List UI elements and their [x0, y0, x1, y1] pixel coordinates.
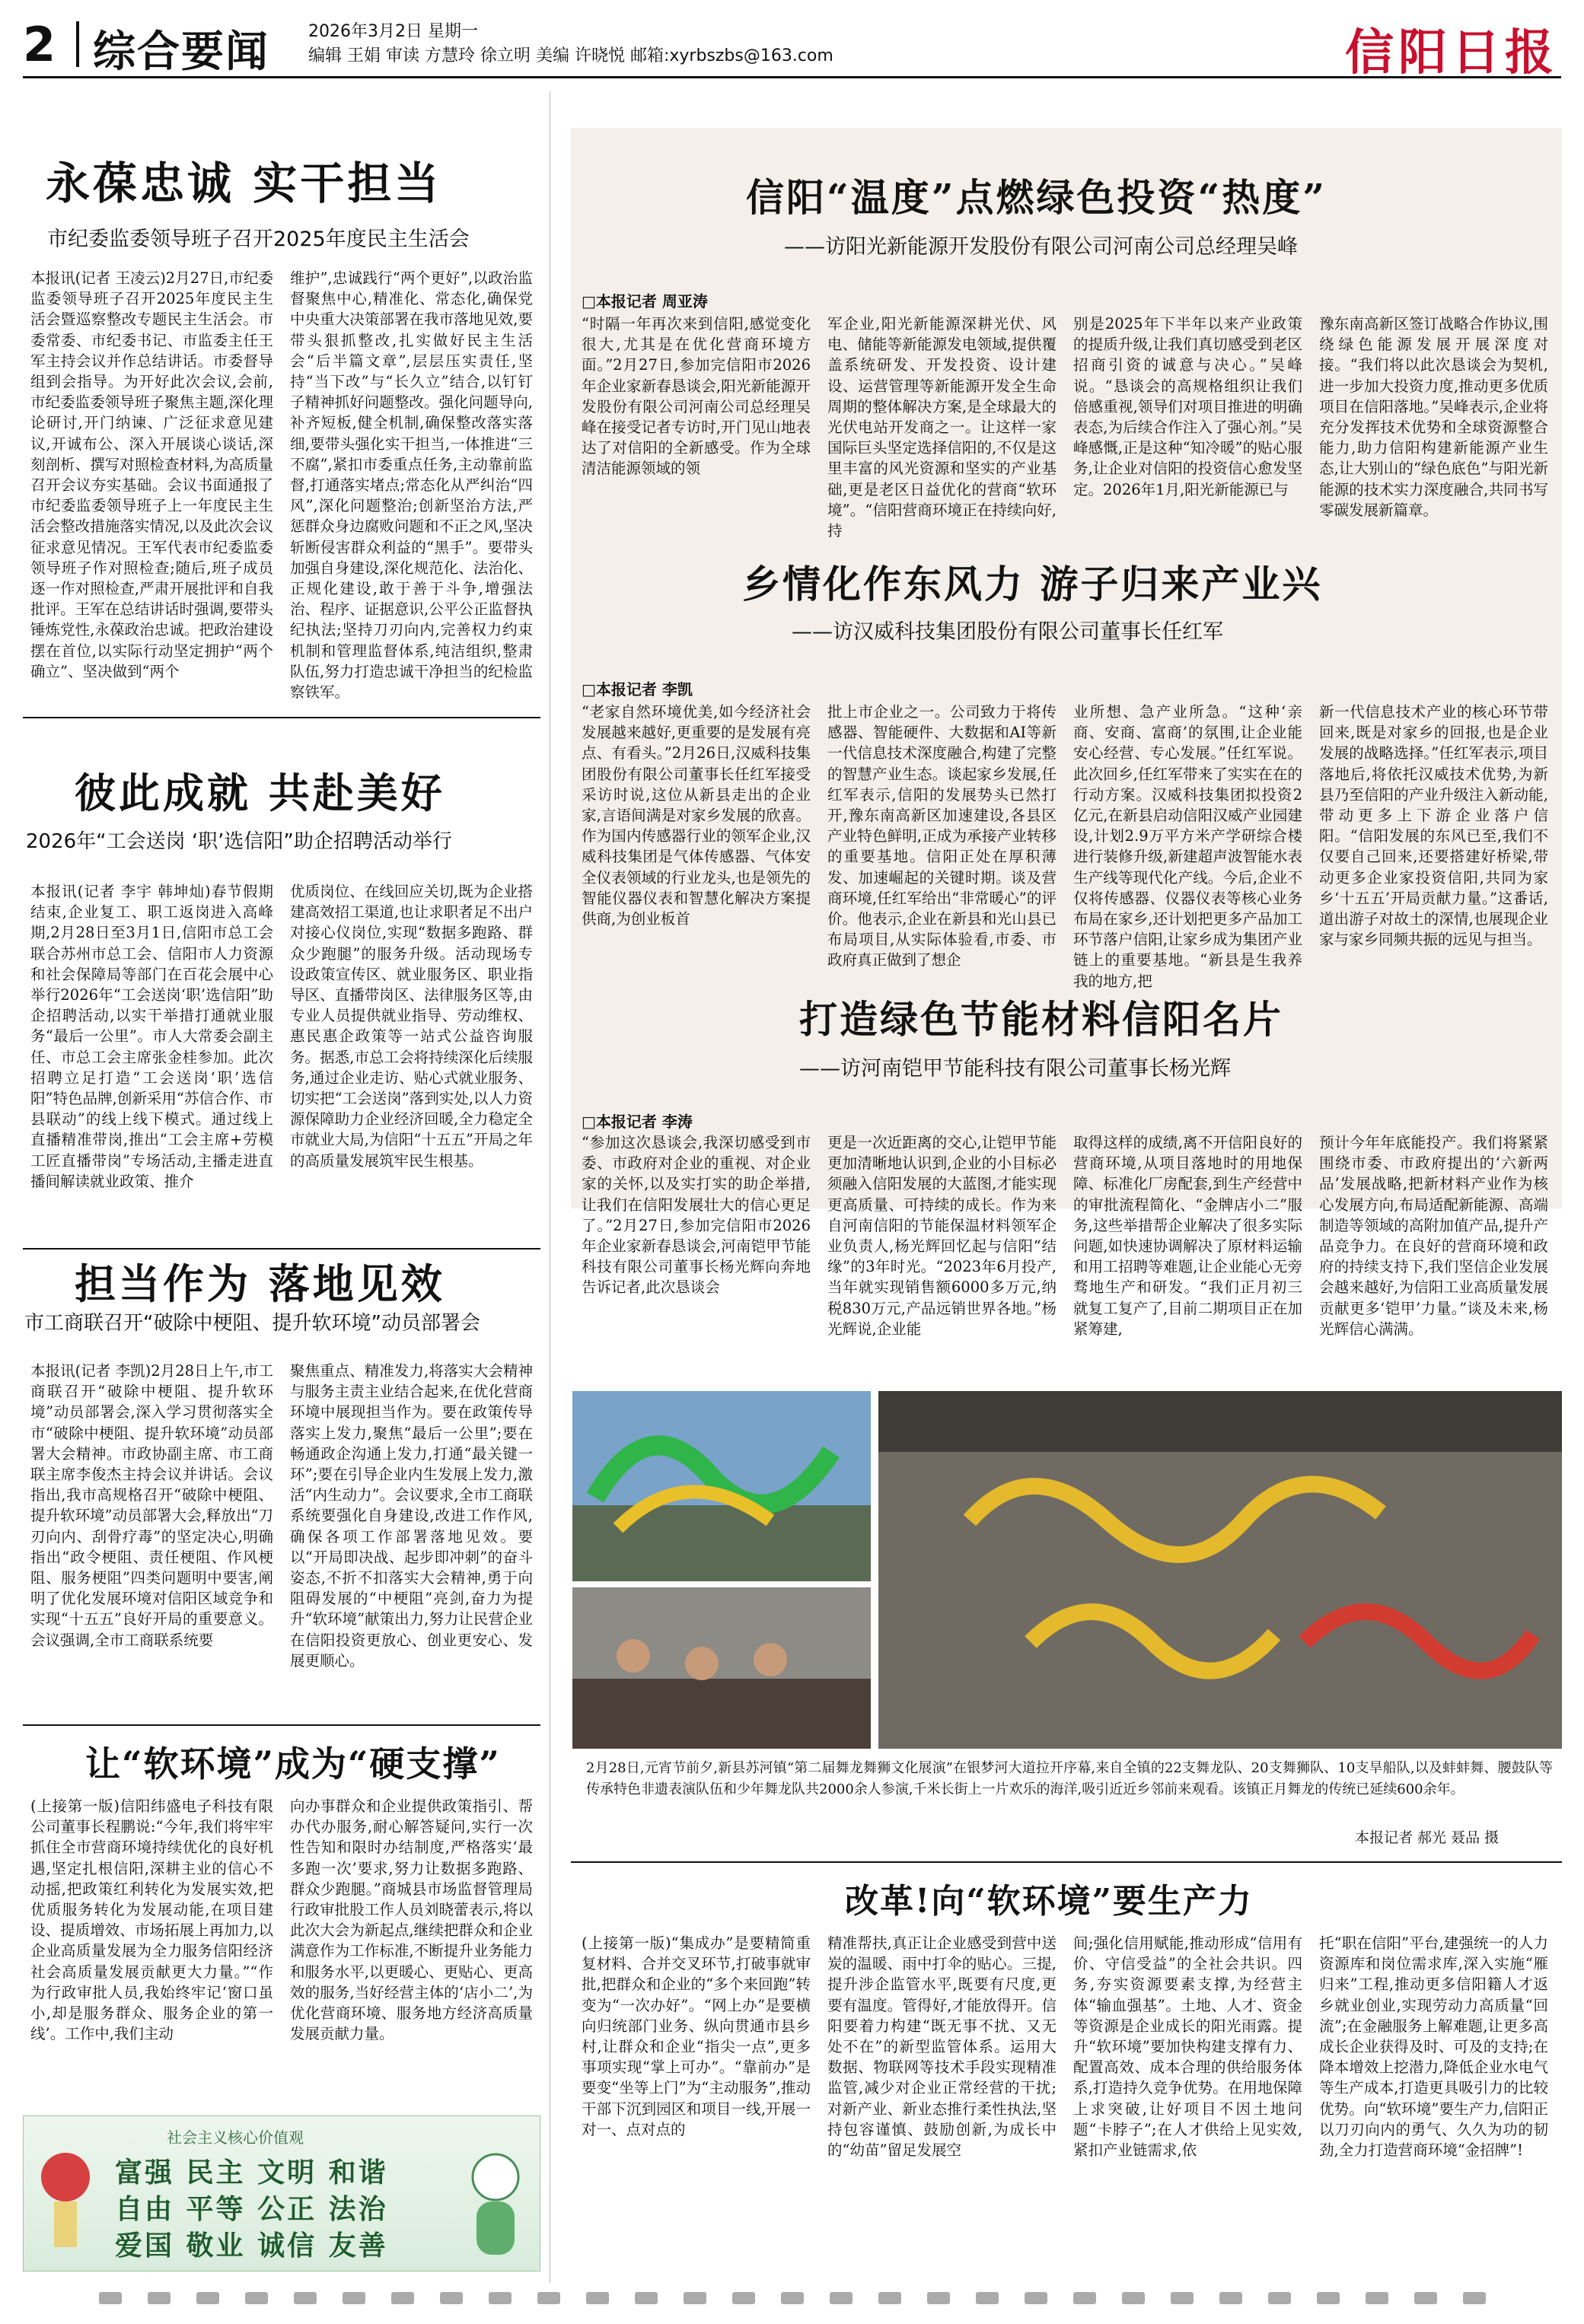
column: 向办事群众和企业提供政策指引、帮办代办服务,耐心解答疑问,实行一次性告知和限时办结制度,严格落实‘最多跑一次’要求,努力让数据多跑路、群众少跑腿。”商城县市场监督管理局行政审批股工作人员刘晓蕾表示,将以此次大会为新起点,继续把群众和企业满意作为工作标准,不断提升业务能力和服务水平,以更暖心、更贴心、更高效的服务,当好经营主体的‘店小二’,为优化营商环境、服务地方经济高质量发展贡献力量。	[290, 1797, 533, 2043]
column: “老家自然环境优美,如今经济社会发展越来越好,更重要的是发展有亮点、有看头。”2月26日,汉威科技集团股份有限公司董事长任红军接受采访时说,这位从新县走出的企业家,言语间满是对家乡发展的欣喜。作为国内传感器行业的领军企业,汉威科技集团是气体传感器、气体安全仪表领域的行业龙头,也是领先的智能仪器仪表和智慧化解决方案提供商,为创业板首	[582, 703, 811, 928]
article-body	[30, 1796, 533, 2108]
article-body	[30, 881, 533, 1237]
column: 间;强化信用赋能,推动形成“信用有价、守信受益”的全社会共识。四务,夯实资源要素支撑,为经营主体“输血强基”。土地、人才、资金等资源是企业成长的阳光雨露。提升“软环境”要加快构建支撑有力、配置高效、成本合理的供给服务体系,打造持久竞争优势。在用地保障上求突破,让好项目不因土地问题“卡脖子”;在人才供给上见实效,紧扣产业链需求,依	[1073, 1934, 1302, 2160]
divider	[571, 1861, 1562, 1863]
headline: 担当作为 落地见效	[75, 1259, 445, 1308]
column: (上接第一版)“集成办”是要精简重复材料、合并交叉环节,打破事就审批,把群众和企业的“多个来回跑”转变为“一次办好”。“网上办”是要横向归统部门业务、纵向贯通市县乡村,让群众和企业“指尖一点”,更多事项实现“掌上可办”。“靠前办”是要变“坐等上门”为“主动服务”,推动干部下沉到园区和项目一线,开展一对一、点对点的	[582, 1934, 811, 2138]
headline: 信阳“温度”点燃绿色投资“热度”	[746, 175, 1327, 220]
column: (上接第一版)信阳纬盛电子科技有限公司董事长程鹏说:“今年,我们将牢牢抓住全市营商环境持续优化的良好机遇,坚定扎根信阳,深耕主业的信心不动摇,把政策红利转化为发展实效,把优质服务转化为发展动能,在项目建设、提质增效、市场拓展上再加力,以企业高质量发展为全力服务信阳经济社会高质量发展贡献更大力量。”“作为行政审批人员,我始终牢记‘窗口虽小,却是服务群众、服务企业的第一线’。工作中,我们主动	[30, 1797, 273, 2043]
column: 批上市企业之一。公司致力于将传感器、智能硬件、大数据和AI等新一代信息技术深度融合,构建了完整的智慧产业生态。谈起家乡发展,任红军表示,信阳的发展势头已然打开,豫东南高新区加速建设,各县区产业特色鲜明,正成为承接产业转移的重要基地。信阳正处在厚积薄发、加速崛起的关键时期。谈及营商环境,任红军给出“非常暖心”的评价。他表示,企业在新县和光山县已布局项目,从实际体验看,市委、市政府真正做到了想企	[827, 703, 1057, 969]
column: 本报讯(记者 王凌云)2月27日,市纪委监委领导班子召开2025年度民主生活会暨巡察整改专题民主生活会。市委常委、市纪委书记、市监委主任王军主持会议并作总结讲话。市委督导组到会指导。为开好此次会议,会前,市纪委监委领导班子聚焦主题,深化理论研讨,开门纳谏、广泛征求意见建议,开诚布公、深入开展谈心谈话,深刻剖析、撰写对照检查材料,为高质量召开会议夯实基础。会议书面通报了市纪委监委领导班子上一年度民主生活会整改措施落实情况,以及此次会议征求意见情况。王军代表市纪委监委领导班子作对照检查;随后,班子成员逐一作对照检查,严肃开展批评和自我批评。王军在总结讲话时强调,要带头锤炼党性,永葆政治忠诚。把政治建设摆在首位,以实际行动坚定拥护“两个确立”、坚决做到“两个	[30, 269, 273, 680]
article-body	[582, 1933, 1548, 2260]
column: “时隔一年再次来到信阳,感觉变化很大,尤其是在优化营商环境方面。”2月27日,参加完信阳市2026年企业家新春恳谈会,阳光新能源开发股份有限公司河南公司总经理吴峰在接受记者专访时,开门见山地表达了对信阳的全新感受。作为全球清洁能源领域的领	[582, 315, 811, 478]
page-number: 2	[23, 17, 56, 72]
footer-ornament	[23, 2292, 1561, 2304]
column: 本报讯(记者 李宇 韩坤灿)春节假期结束,企业复工、职工返岗进入高峰期,2月28日至3月1日,信阳市总工会联合苏州市总工会、信阳市人力资源和社会保障局等部门在百花会展中心举行2026年“工会送岗‘职’选信阳”助企招聘活动,以实干举措打通就业服务“最后一公里”。市人大常委会副主任、市总工会主席张金桂参加。此次招聘立足打造“工会送岗‘职’选信阳”特色品牌,创新采用“苏信合作、市县联动”的线上线下模式。通过线上直播精准带岗,推出“工会主席+劳模工匠直播带岗”专场活动,主播走进直播间解读就业政策、推介	[30, 883, 273, 1190]
subheadline: 市纪委监委领导班子召开2025年度民主生活会	[47, 228, 470, 251]
column: 优质岗位、在线回应关切,既为企业搭建高效招工渠道,也让求职者足不出户对接心仪岗位,实现“数据多跑路、群众少跑腿”的服务升级。活动现场专设政策宣传区、就业服务区、职业指导区、直播带岗区、法律服务区等,由专业人员提供就业指导、劳动维权、惠民惠企政策等一站式公益咨询服务。据悉,市总工会将持续深化后续服务,通过企业走访、贴心式就业服务、切实把“工会送岗”落到实处,以人力资源保障助力企业经济回暖,全力稳定全市就业大局,为信阳“十五五”开局之年的高质量发展筑牢民生根基。	[290, 883, 533, 1170]
byline: □本报记者 李凯	[582, 680, 693, 699]
photo-credit: 本报记者 郝光 聂品 摄	[1355, 1829, 1500, 1846]
divider	[23, 1248, 540, 1250]
column: 新一代信息技术产业的核心环节带回来,既是对家乡的回报,也是企业发展的战略选择。”任红军表示,项目落地后,将依托汉威技术优势,为新县乃至信阳的产业升级注入新动能,带动更多上下游企业落户信阳。“信阳发展的东风已至,我们不仅要自己回来,还要搭建好桥梁,带动更多企业家投资信阳,共同为家乡‘十五五’开局贡献力量。”这番话,道出游子对故土的深情,也展现企业家与家乡同频共振的远见与担当。	[1319, 703, 1548, 949]
byline: □本报记者 周亚涛	[582, 292, 708, 310]
divider	[23, 717, 540, 718]
headline: 让“软环境”成为“硬支撑”	[85, 1743, 501, 1784]
column: 聚焦重点、精准发力,将落实大会精神与服务主责主业结合起来,在优化营商环境中展现担当作为。要在政策传导落实上发力,聚焦“最后一公里”;要在畅通政企沟通上发力,打通“最关键一环”;要在引导企业内生发展上发力,激活“内生动力”。会议要求,全市工商联系统要强化自身建设,改进工作作风,确保各项工作部署落地见效。要以“开局即决战、起步即冲刺”的奋斗姿态,不折不扣落实大会精神,勇于向阻碍发展的“中梗阻”亮剑,奋力为提升“软环境”献策出力,努力让民营企业在信阳投资更放心、创业更安心、发展更顺心。	[290, 1362, 533, 1670]
subheadline: 市工商联召开“破除中梗阻、提升软环境”动员部署会	[24, 1312, 480, 1335]
subheadline: 2026年“工会送岗 ‘职’选信阳”助企招聘活动举行	[26, 830, 452, 853]
column: 更是一次近距离的交心,让铠甲节能更加清晰地认识到,企业的小目标必须融入信阳发展的大蓝图,才能实现更高质量、可持续的成长。作为来自河南信阳的节能保温材料领军企业负责人,杨光辉回忆起与信阳“结缘”的3年时光。“2023年6月投产,当年就实现销售额6000多万元,纳税830万元,产品远销世界各地。”杨光辉说,企业能	[827, 1134, 1057, 1338]
headline: 彼此成就 共赴美好	[75, 769, 445, 817]
staff-line: 编辑 王娟 审读 方慧玲 徐立明 美编 许晓悦 邮箱:xyrbszbs@163.com	[308, 46, 833, 65]
headline: 乡情化作东风力 游子归来产业兴	[742, 562, 1323, 606]
article-body	[582, 702, 1548, 990]
subheadline: ——访河南铠甲节能科技有限公司董事长杨光辉	[799, 1057, 1231, 1081]
divider	[23, 1724, 540, 1726]
article-body	[30, 1361, 533, 1718]
photo-aerial-parade	[878, 1391, 1562, 1749]
section-title: 综合要闻	[93, 27, 269, 77]
masthead	[23, 14, 1561, 81]
column: 精准帮扶,真正让企业感受到营中送炭的温暖、雨中打伞的贴心。三提,提升涉企监管水平,既要有尺度,更要有温度。管得好,才能放得开。信阳要着力构建“既无事不扰、又无处不在”的新型监管体系。运用大数据、物联网等技术手段实现精准监管,减少对企业正常经营的干扰;对新产业、新业态推行柔性执法,坚持包容谨慎、鼓励创新,为成长中的“幼苗”留足发展空	[827, 1934, 1057, 2160]
column: 豫东南高新区签订战略合作协议,围绕绿色能源发展开展深度对接。“我们将以此次恳谈会为契机,进一步加大投资力度,推动更多优质项目在信阳落地。”吴峰表示,企业将充分发挥技术优势和全球资源整合能力,助力信阳构建新能源产业生态,让大别山的“绿色底色”与阳光新能源的技术实力深度融合,共同书写零碳发展新篇章。	[1319, 315, 1548, 519]
headline: 打造绿色节能材料信阳名片	[799, 997, 1283, 1042]
column: 维护”,忠诚践行“两个更好”,以政治监督聚焦中心,精准化、常态化,确保党中央重大决策部署在我市落地见效,要带头狠抓整改,扎实做好民主生活会“后半篇文章”,层层压实责任,坚持“当下改”与“长久立”结合,以钉钉子精神抓好问题整改。强化问题导向,补齐短板,健全机制,确保整改落实落细,要带头强化实干担当,一体推进“三不腐”,紧扣市委重点任务,主动靠前监督,打通落实堵点;常态化从严纠治“四风”,深化问题整治;创新坚治方法,严惩群众身边腐败问题和不正之风,坚决斩断侵害群众利益的“黑手”。要带头加强自身建设,深化规范化、法治化、正规化建设,敢于善于斗争,增强法治、程序、证据意识,公平公正监督执纪执法;坚持刀刃向内,完善权力约束机制和管理监督体系,纯洁组织,整肃队伍,努力打造忠诚干净担当的纪检监察铁军。	[290, 269, 533, 702]
date-line: 2026年3月2日 星期一	[308, 22, 478, 41]
photo-caption: 2月28日,元宵节前夕,新县苏河镇“第二届舞龙舞狮文化展演”在银梦河大道拉开序幕,来自全镇的22支舞龙队、20支舞狮队、10支旱船队,以及蚌蚌舞、腰鼓队等传承特色非遗表演队伍和少年舞龙队共2000余人参演,千米长街上一片欢乐的海洋,吸引近近乡邻前来观看。该镇正月舞龙的传统已延续600余年。	[586, 1760, 1553, 1797]
headline: 永葆忠诚 实干担当	[46, 158, 442, 209]
photo-crowd	[572, 1587, 871, 1749]
column: 军企业,阳光新能源深耕光伏、风电、储能等新能源发电领域,提供覆盖系统研发、开发投资、设计建设、运营管理等新能源开发全生命周期的整体解决方案,是全球最大的光伏电站开发商之一。让这样一家国际巨头坚定选择信阳的,不仅是这里丰富的风光资源和坚实的产业基础,更是老区日益优化的营商“软环境”。“信阳营商环境正在持续向好,持	[827, 315, 1057, 540]
core-values-banner	[23, 2115, 540, 2271]
byline: □本报记者 李涛	[582, 1113, 693, 1131]
lantern-icon	[31, 2131, 100, 2261]
article-body	[582, 1132, 1548, 1338]
values-row: 富强 民主 文明 和谐	[115, 2157, 388, 2189]
mascot-icon	[457, 2147, 534, 2261]
column: 别是2025年下半年以来产业政策的提质升级,让我们真切感受到老区招商引资的诚意与决心。”吴峰说。“恳谈会的高规格组织让我们倍感重视,领导们对项目推进的明确表态,为后续合作注入了强心剂。”吴峰感慨,正是这种“知冷暖”的贴心服务,让企业对信阳的投资信心愈发坚定。2026年1月,阳光新能源已与	[1073, 315, 1302, 498]
masthead-divider	[76, 21, 79, 67]
column: 业所想、急产业所急。“这种‘亲商、安商、富商’的氛围,让企业能安心经营、专心发展。”任红军说。此次回乡,任红军带来了实实在在的行动方案。汉威科技集团拟投资2亿元,在新县启动信阳汉威产业园建设,计划2.9万平方米产学研综合楼进行装修升级,新建超声波智能水表生产线等现代化产线。今后,企业不仅将传感器、仪器仪表等核心业务布局在家乡,还计划把更多产品加工环节落户信阳,让家乡成为集团产业链上的重要基地。“新县是生我养我的地方,把	[1073, 703, 1302, 990]
headline: 改革!向“软环境”要生产力	[845, 1882, 1253, 1921]
article-body	[30, 268, 533, 702]
interview-band	[571, 128, 1562, 1208]
column: 取得这样的成绩,离不开信阳良好的营商环境,从项目落地时的用地保障、标准化厂房配套,到生产经营中的审批流程简化、“金牌店小二”服务,这些举措帮企业解决了很多实际问题,如快速协调解决了原材料运输和用工招聘等难题,让企业能心无旁骛地生产和研发。“我们正月初三就复工复产了,目前二期项目正在加紧筹建,	[1073, 1134, 1302, 1338]
values-row: 自由 平等 公正 法治	[115, 2193, 388, 2225]
values-row: 爱国 敬业 诚信 友善	[115, 2230, 388, 2262]
column: 本报讯(记者 李凯)2月28日上午,市工商联召开“破除中梗阻、提升软环境”动员部署会,深入学习贯彻落实全市“破除中梗阻、提升软环境”动员部署大会精神。市政协副主席、市工商联主席李俊杰主持会议并讲话。会议指出,我市高规格召开“破除中梗阻、提升软环境”动员部署大会,释放出“刀刃向内、刮骨疗毒”的坚定决心,明确指出“政令梗阻、责任梗阻、作风梗阻、服务梗阻”四类问题明中要害,阐明了优化发展环境对信阳区域竞争和实现“十五五”良好开局的重要意义。会议强调,全市工商联系统要	[30, 1362, 273, 1649]
subheadline: ——访阳光新能源开发股份有限公司河南公司总经理吴峰	[784, 235, 1298, 259]
newspaper-logo: 信阳日报	[1345, 24, 1558, 81]
column: 托“职在信阳”平台,建强统一的人力资源库和岗位需求库,深入实施“雁归来”工程,推动更多信阳籍人才返乡就业创业,实现劳动力高质量“回流”;在金融服务上解难题,让更多高成长企业获得及时、可及的支持;在降本增效上挖潜力,降低企业水电气等生产成本,打造更具吸引力的比较优势。向“软环境”要生产力,信阳正以刀刃向内的勇气、久久为功的韧劲,全力打造营商环境“金招牌”!	[1319, 1934, 1548, 2160]
column: “参加这次恳谈会,我深切感受到市委、市政府对企业的重视、对企业家的关怀,以及实打实的助企举措,让我们在信阳发展壮大的信心更足了。”2月27日,参加完信阳市2026年企业家新春恳谈会,河南铠甲节能科技有限公司董事长杨光辉向奔地告诉记者,此次恳谈会	[582, 1134, 811, 1297]
photo-dragon-dance	[572, 1391, 871, 1581]
article-body	[582, 314, 1548, 540]
banner-caption: 社会主义核心价值观	[167, 2128, 304, 2147]
subheadline: ——访汉威科技集团股份有限公司董事长任红军	[792, 620, 1223, 644]
column: 预计今年年底能投产。我们将紧紧围绕市委、市政府提出的‘六新两品’发展战略,把新材料产业作为核心发展方向,布局适配新能源、高端制造等领域的高附加值产品,提升产品竞争力。在良好的营商环境和政府的持续支持下,我们坚信企业发展会越来越好,为信阳工业高质量发展贡献更多‘铠甲’力量。”谈及未来,杨光辉信心满满。	[1319, 1134, 1548, 1338]
